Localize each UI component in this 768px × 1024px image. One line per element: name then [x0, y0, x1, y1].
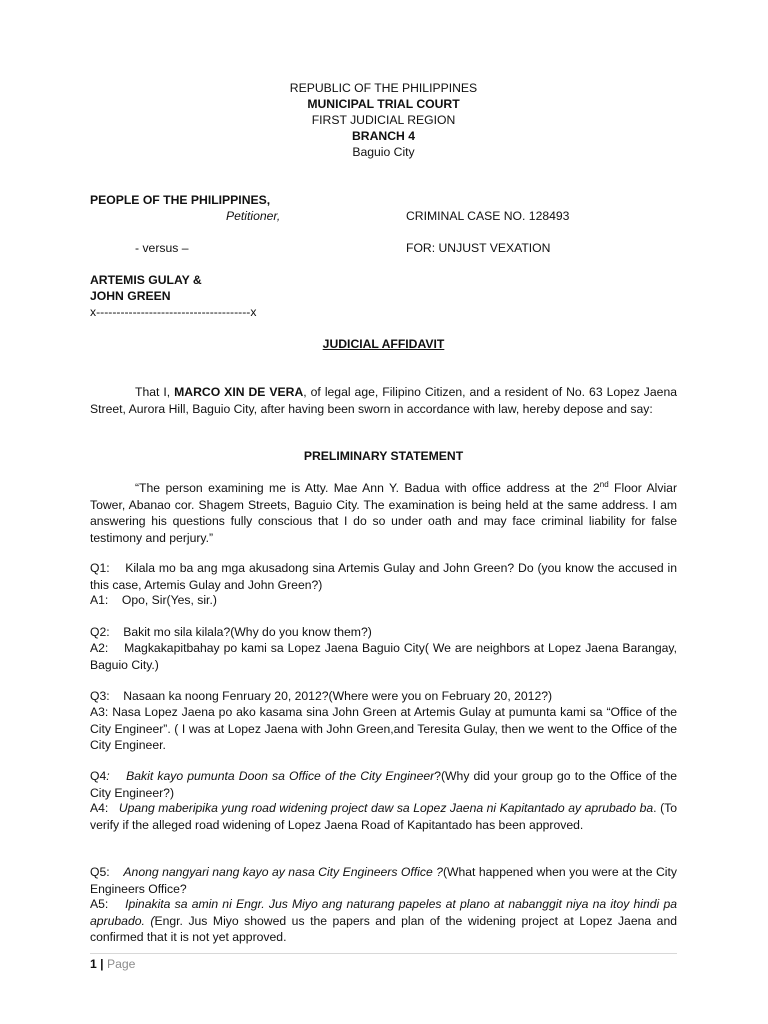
a3-label: A3:: [90, 705, 109, 719]
q5-label: Q5:: [90, 865, 110, 879]
header-region: FIRST JUDICIAL REGION: [311, 113, 456, 127]
answer-2: [90, 640, 677, 673]
answer-1: [90, 592, 677, 609]
caption-plaintiff: PEOPLE OF THE PHILIPPINES,: [90, 193, 271, 207]
intro-paragraph: [90, 384, 677, 417]
a2-text: Magkakapitbahay po kami sa Lopez Jaena Baguio City( We are neighbors at Lopez Jaena Barangay, Baguio City.): [90, 641, 678, 672]
a4-label: A4:: [90, 801, 109, 815]
intro-post: , of legal age, Filipino Citizen, and a resident of No. 63 Lopez Jaena Street, Aurora Hill, Baguio City, after having been sworn in accordance with law, hereby depose and say:: [90, 385, 678, 416]
caption-separator: x--------------------------------------x: [90, 305, 257, 319]
intro-pre: That I,: [135, 385, 175, 399]
preliminary-pre: “The person examining me is Atty. Mae Ann Y. Badua with office address at the 2: [135, 481, 600, 495]
q4-label: Q4: [90, 769, 107, 783]
q4-plain: ?(Why did your group go to the Office of the City Engineer?): [90, 769, 678, 800]
a5-italic: Ipinakita sa amin ni Engr. Jus Miyo ang naturang papeles at plano at nabanggit niya na itoy hindi pa aprubado. (: [90, 897, 678, 928]
page-footer: [90, 956, 135, 972]
q3-text: Nasaan ka noong Fenruary 20, 2012?(Where were you on February 20, 2012?): [123, 689, 553, 703]
affiant-name: MARCO XIN DE VERA: [174, 385, 304, 399]
question-2: [90, 624, 677, 641]
header-republic: REPUBLIC OF THE PHILIPPINES: [289, 81, 478, 95]
a5-label: A5:: [90, 897, 109, 911]
question-3: [90, 688, 677, 705]
caption-accused-2: JOHN GREEN: [90, 289, 171, 303]
header-court: MUNICIPAL TRIAL COURT: [307, 97, 460, 111]
header-branch: BRANCH 4: [352, 129, 415, 143]
footer-page-label: Page: [106, 957, 136, 971]
a2-label: A2:: [90, 641, 109, 655]
preliminary-post: Floor Alviar Tower, Abanao cor. Shagem Streets, Baguio City. The examination is being held at the same address. I am answering his questions fully conscious that I do so under oath and may face criminal liability for false testimony and perjury.”: [90, 481, 678, 545]
footer-separator: |: [96, 957, 107, 971]
a3-text: Nasa Lopez Jaena po ako kasama sina John Green at Artemis Gulay at pumunta kami sa “Office of the City Engineer”. ( I was at Lopez Jaena with John Green,and Teresita Gulay, then we went to the Office of the City Engineer.: [90, 705, 677, 752]
caption-petitioner-label: Petitioner,: [226, 209, 281, 223]
footer-divider: [90, 953, 677, 954]
q1-label: Q1:: [90, 561, 110, 575]
a1-label: A1:: [90, 593, 109, 607]
preliminary-sup: nd: [599, 479, 609, 489]
answer-5: [90, 896, 677, 946]
q2-text: Bakit mo sila kilala?(Why do you know them?): [123, 625, 372, 639]
question-1: [90, 560, 677, 593]
q5-plain: (What happened when you were at the City Engineers Office?: [90, 865, 677, 896]
question-4: [90, 768, 677, 801]
preliminary-paragraph: [90, 480, 677, 546]
a5-plain: Engr. Jus Miyo showed us the papers and plan of the widening project at Lopez Jaena and confirmed that it is not yet approved.: [90, 913, 677, 944]
caption-accused-1: ARTEMIS GULAY &: [90, 273, 202, 287]
q5-italic: Anong nangyari nang kayo ay nasa City Engineers Office ?: [123, 865, 443, 879]
q2-label: Q2:: [90, 625, 110, 639]
a4-italic: Upang maberipika yung road widening project daw sa Lopez Jaena ni Kapitantado ay aprubado ba: [118, 801, 654, 815]
header-city: Baguio City: [352, 145, 415, 159]
caption-offense: FOR: UNJUST VEXATION: [406, 241, 551, 255]
caption-versus: - versus –: [135, 241, 189, 255]
preliminary-heading: PRELIMINARY STATEMENT: [303, 449, 464, 463]
q3-label: Q3:: [90, 689, 110, 703]
caption-case-number: CRIMINAL CASE NO. 128493: [406, 209, 570, 223]
document-title: JUDICIAL AFFIDAVIT: [322, 337, 445, 351]
q4-italic: Bakit kayo pumunta Doon sa Office of the City Engineer: [126, 769, 435, 783]
a1-text: Opo, Sir(Yes, sir.): [121, 593, 217, 607]
answer-4: [90, 800, 677, 833]
footer-page-number: 1: [90, 957, 97, 971]
answer-3: [90, 704, 677, 754]
a4-plain: . (To verify if the alleged road widening of Lopez Jaena Road of Kapitantado has been approved.: [90, 801, 677, 832]
q1-text: Kilala mo ba ang mga akusadong sina Artemis Gulay and John Green? Do (you know the accused in this case, Artemis Gulay and John Green?): [90, 561, 678, 592]
question-5: [90, 864, 677, 897]
q4-colon: :: [106, 769, 110, 783]
